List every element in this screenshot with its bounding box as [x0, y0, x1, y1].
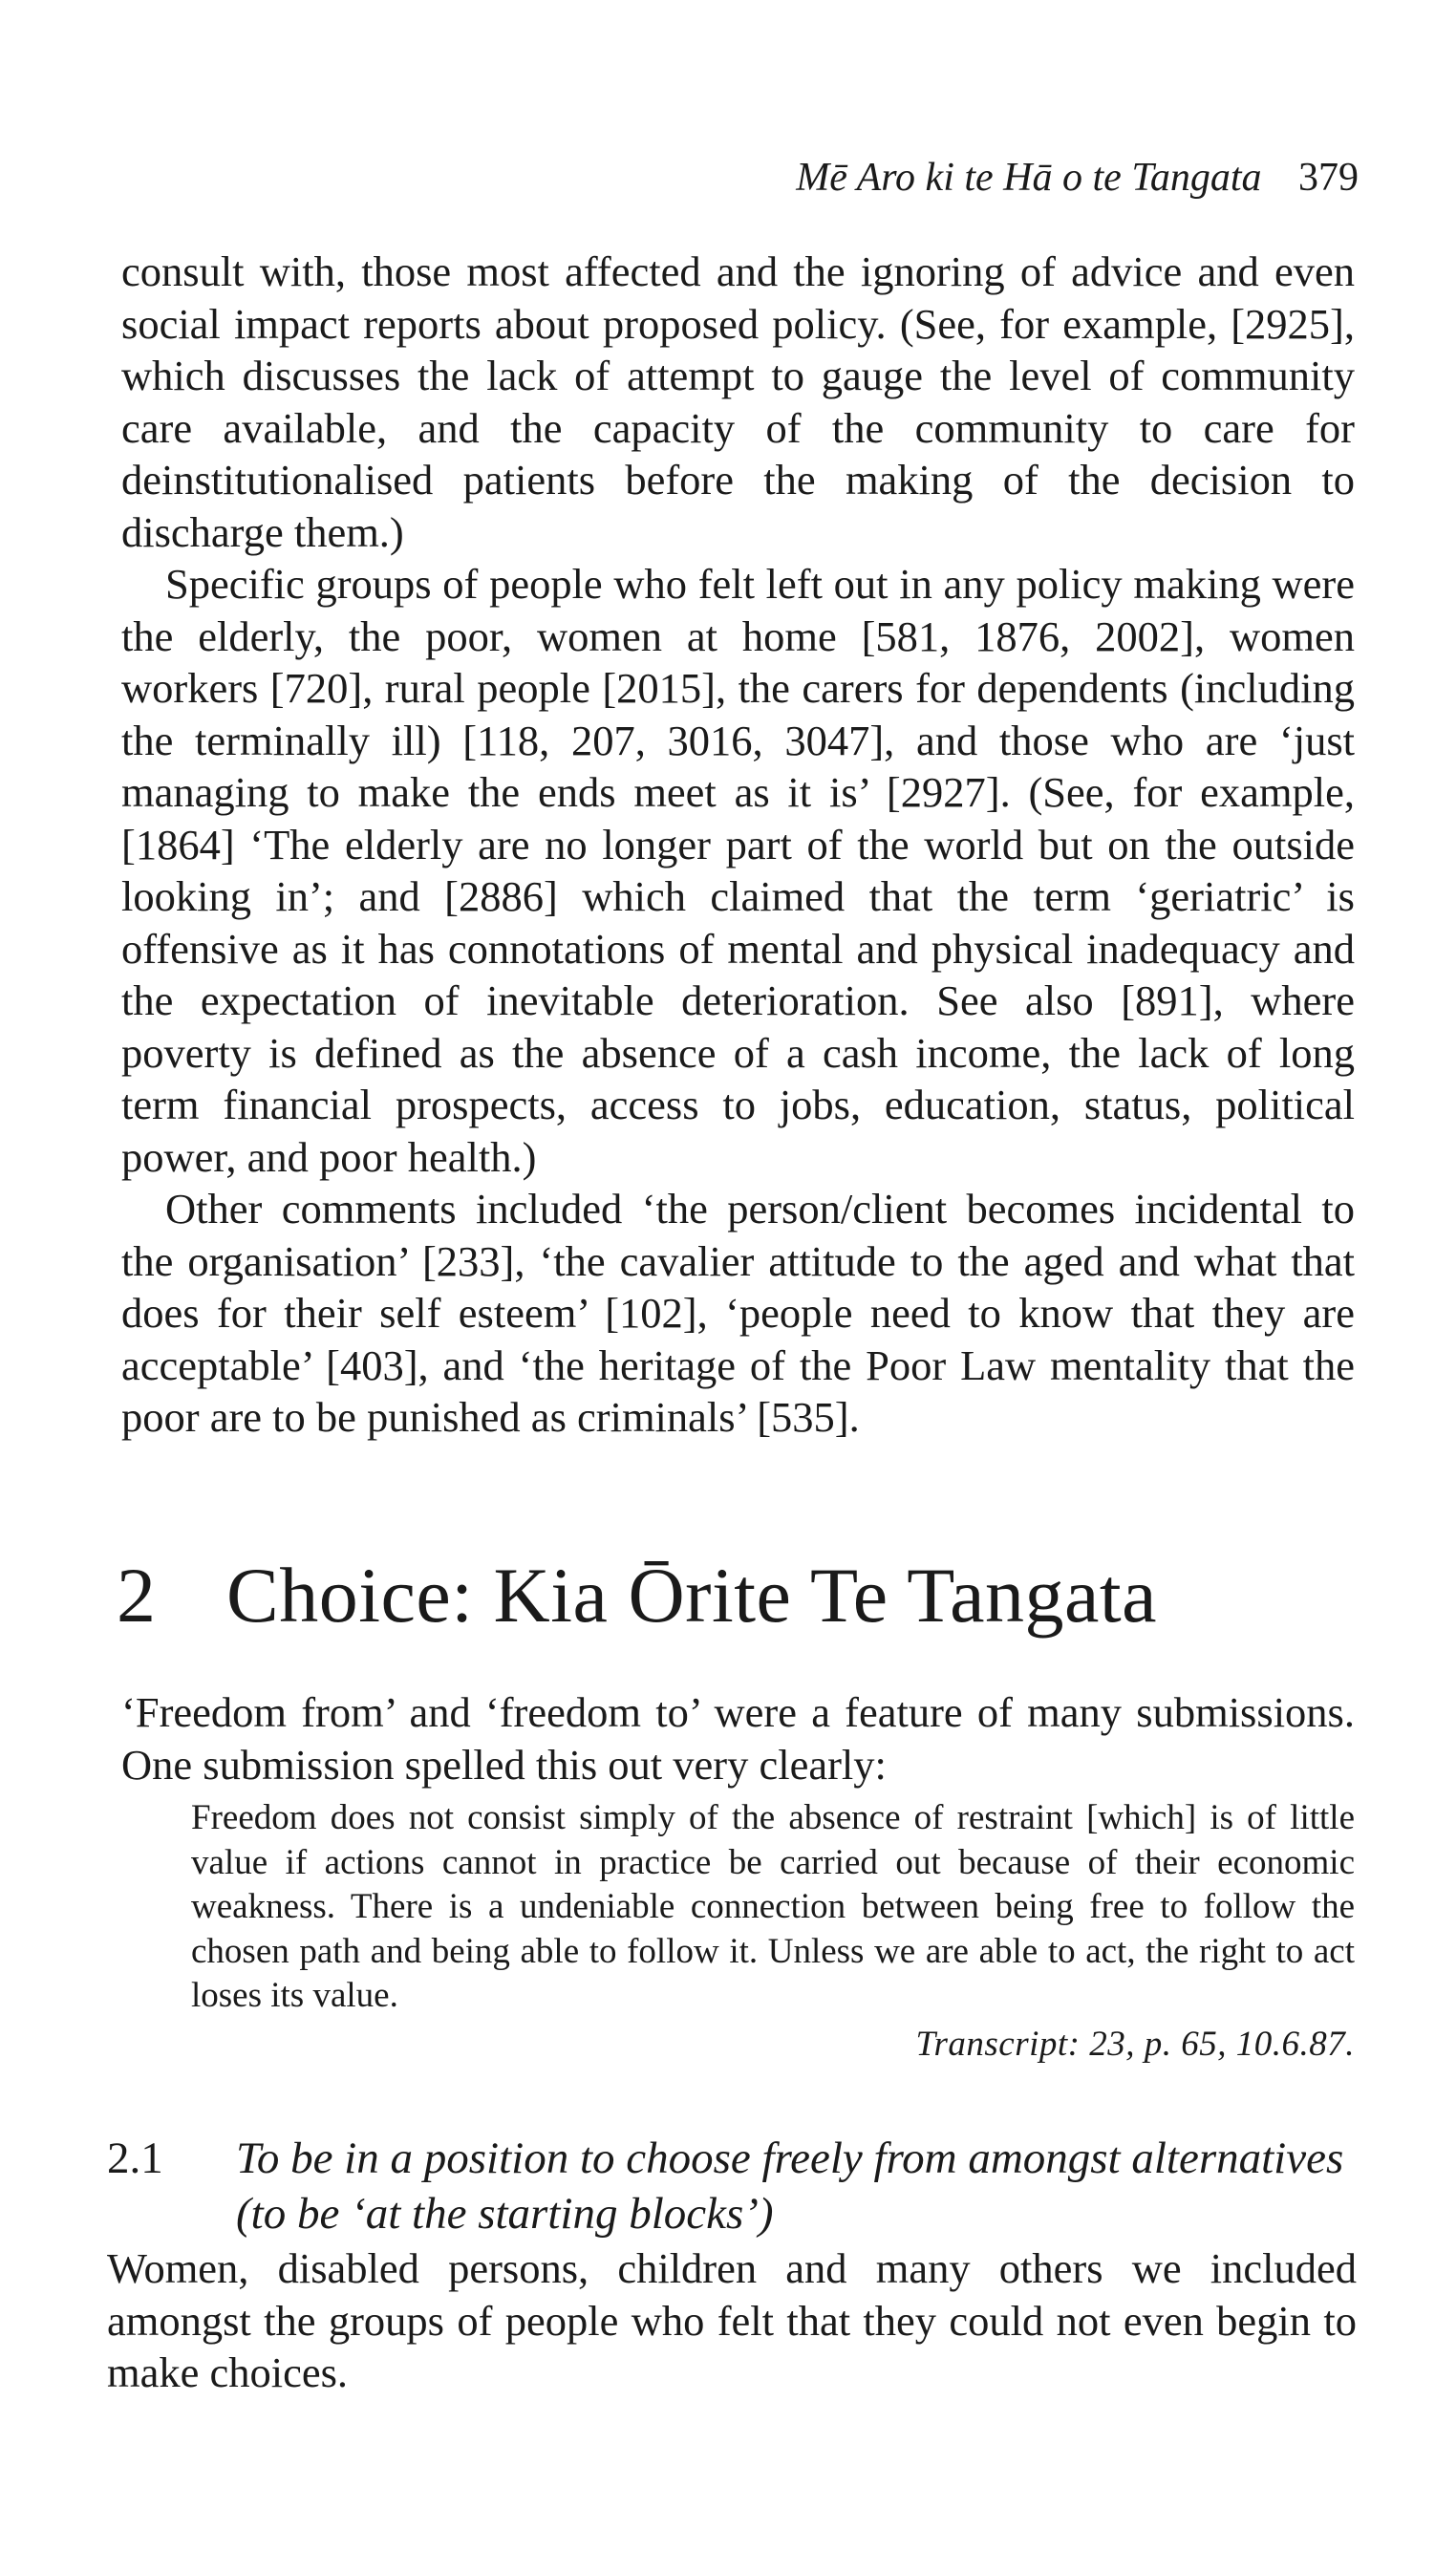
paragraph: Other comments included ‘the person/client becomes incidental to the organisation’ [233], ‘the cavalier attitude to the aged and what that does for their self esteem’ [102], ‘people need to know that they are acceptable’ [403], and ‘the heritage of the Poor Law mentality that the poor are to be punished as criminals’ [535]. [121, 1185, 1355, 1441]
running-head [796, 153, 1359, 203]
paragraph: consult with, those most affected and the ignoring of advice and even social impact reports about proposed policy. (See, for example, [2925], which discusses the lack of attempt to gauge the level of community care available, and the capacity of the community to care for deinstitutionalised patients before the making of the decision to discharge them.) [121, 247, 1355, 556]
running-title: Mē Aro ki te Hā o te Tangata [796, 156, 1262, 200]
chapter-heading [117, 1548, 1157, 1643]
section-title: To be in a position to choose freely from amongst alternatives (to be ‘at the starting blocks’) [236, 2133, 1344, 2239]
chapter-intro-block [121, 1686, 1355, 1790]
chapter-title: Choice: Kia Ōrite Te Tangata [226, 1552, 1158, 1639]
page-number: 379 [1298, 156, 1359, 200]
quote-source: Transcript: 23, p. 65, 10.6.87. [915, 2024, 1355, 2064]
section-heading [107, 2131, 1359, 2241]
section-number: 2.1 [107, 2133, 163, 2183]
paragraph: ‘Freedom from’ and ‘freedom to’ were a feature of many submissions. One submission spelled this out very clearly: [121, 1688, 1355, 1789]
paragraph: Specific groups of people who felt left out in any policy making were the elderly, the poor, women at home [581, 1876, 2002], women workers [720], rural people [2015], the carers for dependents (including the terminally ill) [118, 207, 3016, 3047], and those who are ‘just managing to make the ends meet as it is’ [2927]. (See, for example, [1864] ‘The elderly are no longer part of the world but on the outside looking in’; and [2886] which claimed that the term ‘geriatric’ is offensive as it has connotations of mental and physical inadequacy and the expectation of inevitable deterioration. See also [891], where poverty is defined as the absence of a cash income, the lack of long term financial prospects, access to jobs, education, status, political power, and poor health.) [121, 560, 1355, 1181]
intro-text-block [121, 246, 1355, 1444]
section-text-block [107, 2242, 1357, 2399]
chapter-number: 2 [117, 1552, 157, 1639]
block-quote [191, 1796, 1355, 2067]
quote-text: Freedom does not consist simply of the absence of restraint [which] is of little value if actions cannot in practice be carried out because of their economic weakness. There is a undeniable connection between being free to follow the chosen path and being able to follow it. Unless we are able to act, the right to act loses its value. [191, 1798, 1355, 2015]
paragraph: Women, disabled persons, children and many others we included amongst the groups of people who felt that they could not even begin to make choices. [107, 2244, 1357, 2396]
